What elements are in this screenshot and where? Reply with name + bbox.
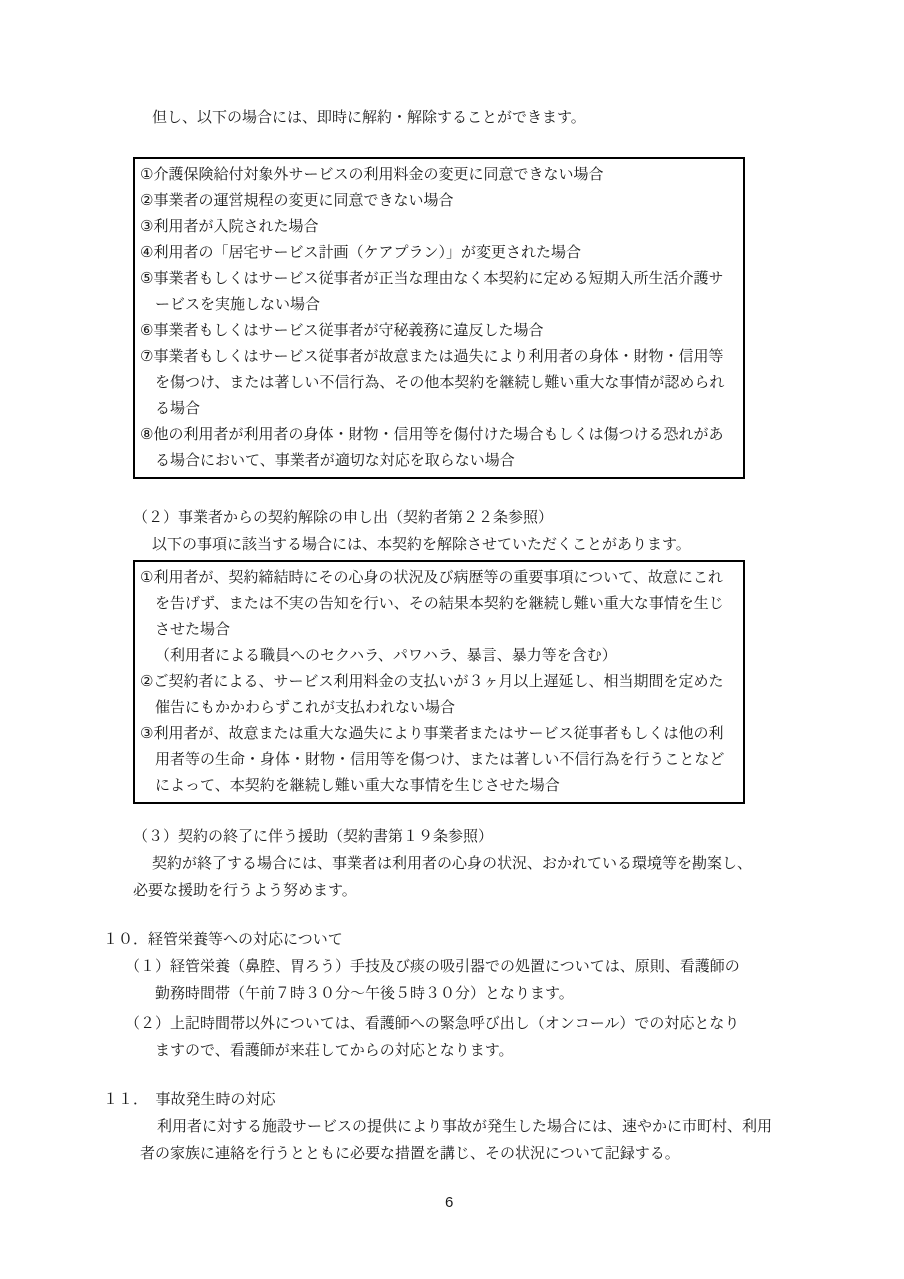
section-11-heading: １１． 事故発生時の対応 [103,1091,276,1108]
box1-item-3: ③利用者が入院された場合 [140,218,319,235]
box1-item-6: ⑥事業者もしくはサービス従事者が守秘義務に違反した場合 [140,322,544,339]
section-3-line1: 契約が終了する場合には、事業者は利用者の心身の状況、おかれている環境等を勘案し、 [152,855,753,872]
box1-item-7: ⑦事業者もしくはサービス従事者が故意または過失により利用者の身体・財物・信用等を傷つけ、または著しい不信行為、その他本契約を継続し難い重大な事情が認められる場合 [140,348,725,417]
box1-item-4: ④利用者の「居宅サービス計画（ケアプラン）」が変更された場合 [140,244,581,261]
section-11-line2: 者の家族に連絡を行うとともに必要な措置を講じ、その状況について記録する。 [140,1145,680,1162]
intro-text: 但し、以下の場合には、即時に解約・解除することができます。 [152,109,586,126]
box1-item-8: ⑧他の利用者が利用者の身体・財物・信用等を傷付けた場合もしくは傷つける恐れがある場合において、事業者が適切な対応を取らない場合 [140,426,724,469]
box1-item-2: ②事業者の運営規程の変更に同意できない場合 [140,192,454,209]
box2-item-2: ②ご契約者による、サービス利用料金の支払いが３ヶ月以上遅延し、相当期間を定めた催告にもかかわらずこれが支払われない場合 [140,673,724,716]
section-10-item-1-line2: 勤務時間帯（午前７時３０分～午後５時３０分）となります。 [155,985,574,1002]
section-2-lead: 以下の事項に該当する場合には、本契約を解除させていただくことがあります。 [152,536,691,553]
page-number: 6 [445,1194,454,1211]
box1-item-5: ⑤事業者もしくはサービス従事者が正当な理由なく本契約に定める短期入所生活介護サービスを実施しない場合 [140,270,724,313]
section-3-heading: （３）契約の終了に伴う援助（契約書第１９条参照） [133,828,494,845]
section-10-item-2-line2: ますので、看護師が来荘してからの対応となります。 [155,1042,514,1059]
section-10-heading: １０．経管栄養等への対応について [103,931,343,948]
section-11-line1: 利用者に対する施設サービスの提供により事故が発生した場合には、速やかに市町村、利用 [157,1118,773,1135]
section-3-line2: 必要な援助を行うよう努めます。 [133,882,357,899]
box2-item-1-note: （利用者による職員へのセクハラ、パワハラ、暴言、暴力等を含む） [155,647,617,664]
box2-item-1: ①利用者が、契約締結時にその心身の状況及び病歴等の重要事項について、故意にこれを告げず、または不実の告知を行い、その結果本契約を継続し難い重大な事情を生じさせた場合 [140,569,724,638]
box2-item-3: ③利用者が、故意または重大な過失により事業者またはサービス従事者もしくは他の利用者等の生命・身体・財物・信用等を傷つけ、または著しい不信行為を行うことなどによって、本契約を継続し難い重大な事情を生じさせた場合 [140,725,725,794]
box1-item-1: ①介護保険給付対象外サービスの利用料金の変更に同意できない場合 [140,166,604,183]
section-10-item-2-line1: （２）上記時間帯以外については、看護師への緊急呼び出し（オンコール）での対応となり [125,1015,740,1032]
user-termination-reasons-box [133,157,745,479]
provider-termination-reasons-box [133,560,745,804]
section-10-item-1-line1: （１）経管栄養（鼻腔、胃ろう）手技及び痰の吸引器での処置については、原則、看護師の [125,958,740,975]
section-2-heading: （２）事業者からの契約解除の申し出（契約者第２２条参照） [133,509,554,526]
